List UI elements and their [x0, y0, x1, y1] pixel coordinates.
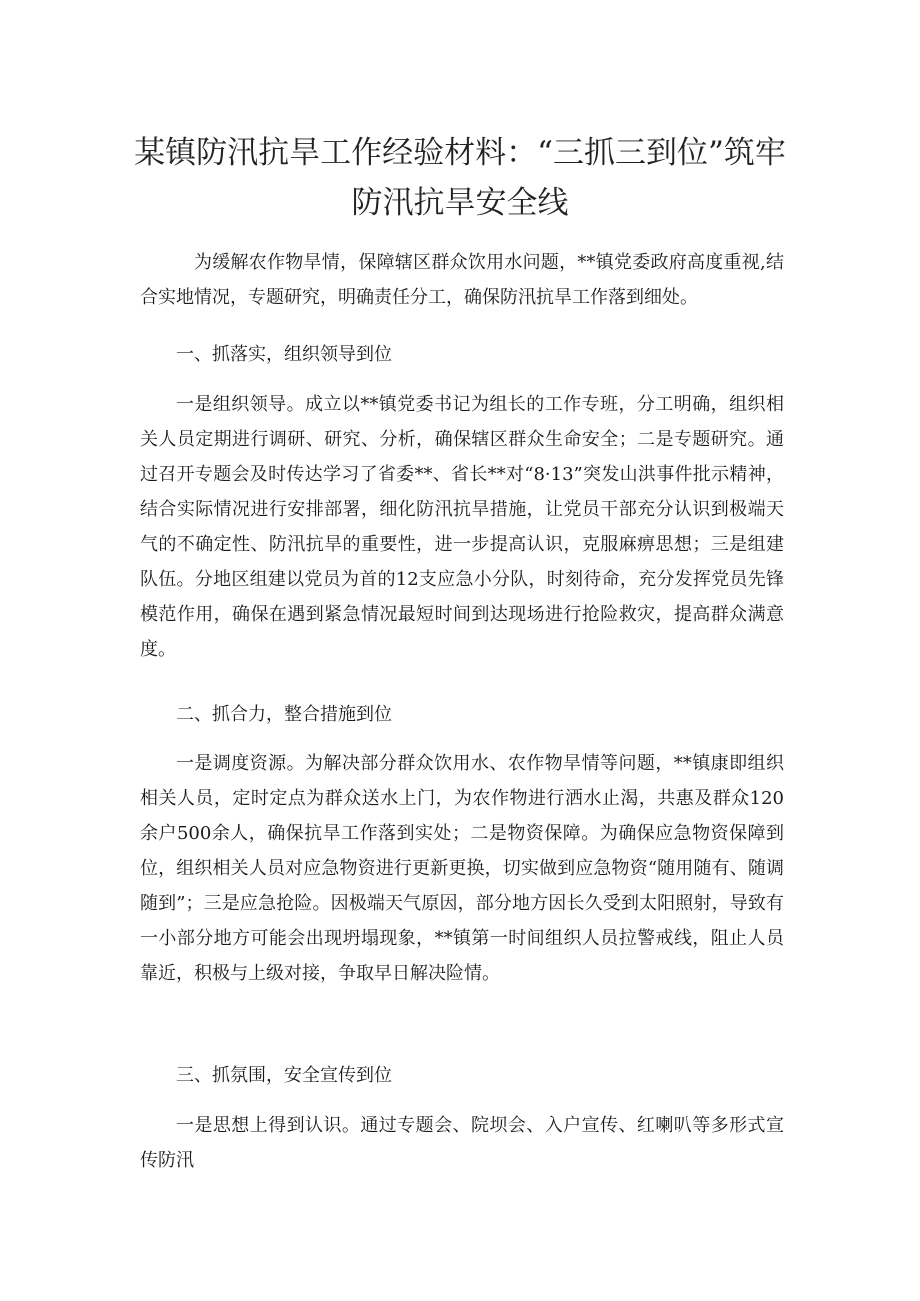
section-heading-2: 二、抓合力，整合措施到位	[176, 704, 392, 725]
section-body-2: 一是调度资源。为解决部分群众饮用水、农作物旱情等问题，**镇康即组织相关人员，定时定点为群众送水上门，为农作物进行洒水止渴，共惠及群众120余户500余人，确保抗旱工作落到实处；二是物资保障。为确保应急物资保障到位，组织相关人员对应急物资进行更新更换，切实做到应急物资“随用随有、随调随到”；三是应急抢险。因极端天气原因，部分地方因长久受到太阳照射，导致有一小部分地方可能会出现坍塌现象，**镇第一时间组织人员拉警戒线，阻止人员靠近，积极与上级对接，争取早日解决险情。	[140, 753, 784, 984]
section-body-1: 一是组织领导。成立以**镇党委书记为组长的工作专班，分工明确，组织相关人员定期进行调研、研究、分析，确保辖区群众生命安全；二是专题研究。通过召开专题会及时传达学习了省委**、省长**对“8·13”突发山洪事件批示精神，结合实际情况进行安排部署，细化防汛抗旱措施，让党员干部充分认识到极端天气的不确定性、防汛抗旱的重要性，进一步提高认识，克服麻痹思想；三是组建队伍。分地区组建以党员为首的12支应急小分队，时刻待命，充分发挥党员先锋模范作用，确保在遇到紧急情况最短时间到达现场进行抢险救灾，提高群众满意度。	[140, 394, 784, 660]
document-title: 某镇防汛抗旱工作经验材料：“三抓三到位”筑牢防汛抗旱安全线	[134, 135, 786, 221]
section-body-3: 一是思想上得到认识。通过专题会、院坝会、入户宣传、红喇叭等多形式宣传防汛	[140, 1115, 784, 1171]
intro-paragraph: 为缓解农作物旱情，保障辖区群众饮用水问题，**镇党委政府高度重视,结合实地情况，专题研究，明确责任分工，确保防汛抗旱工作落到细处。	[140, 252, 784, 308]
section-heading-1: 一、抓落实，组织领导到位	[176, 344, 392, 365]
section-heading-3: 三、抓氛围，安全宣传到位	[176, 1065, 392, 1086]
